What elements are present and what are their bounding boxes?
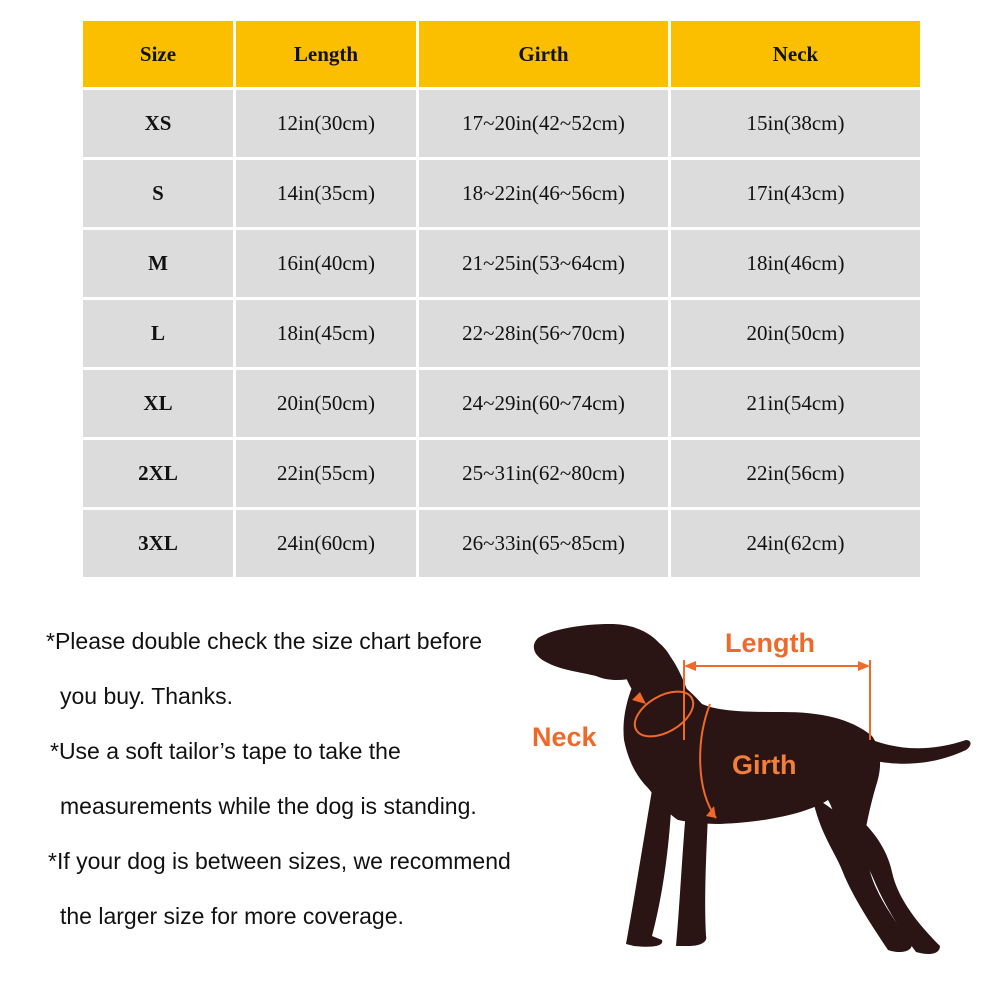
note-line: measurements while the dog is standing. <box>60 793 477 819</box>
neck-cell: 18in(46cm) <box>671 230 920 297</box>
size-cell: XS <box>83 90 233 157</box>
table-row <box>83 300 920 367</box>
length-cell: 14in(35cm) <box>236 160 416 227</box>
size-cell: XL <box>83 370 233 437</box>
girth-cell: 25~31in(62~80cm) <box>419 440 668 507</box>
neck-cell: 21in(54cm) <box>671 370 920 437</box>
neck-cell: 22in(56cm) <box>671 440 920 507</box>
header-size: Size <box>83 21 233 87</box>
dog-measurement-diagram <box>520 600 990 1000</box>
length-cell: 24in(60cm) <box>236 510 416 577</box>
length-cell: 20in(50cm) <box>236 370 416 437</box>
girth-cell: 18~22in(46~56cm) <box>419 160 668 227</box>
size-cell: 2XL <box>83 440 233 507</box>
neck-cell: 24in(62cm) <box>671 510 920 577</box>
girth-cell: 21~25in(53~64cm) <box>419 230 668 297</box>
girth-cell: 17~20in(42~52cm) <box>419 90 668 157</box>
neck-cell: 17in(43cm) <box>671 160 920 227</box>
length-cell: 12in(30cm) <box>236 90 416 157</box>
size-chart-table <box>80 18 923 580</box>
measurement-notes <box>46 614 566 944</box>
length-arrow-left <box>684 661 696 671</box>
girth-cell: 26~33in(65~85cm) <box>419 510 668 577</box>
length-cell: 22in(55cm) <box>236 440 416 507</box>
note-line: the larger size for more coverage. <box>60 903 404 929</box>
header-neck: Neck <box>671 21 920 87</box>
table-row <box>83 90 920 157</box>
length-cell: 18in(45cm) <box>236 300 416 367</box>
size-cell: 3XL <box>83 510 233 577</box>
length-label: Length <box>725 628 815 658</box>
neck-label: Neck <box>532 722 597 752</box>
size-cell: L <box>83 300 233 367</box>
neck-cell: 15in(38cm) <box>671 90 920 157</box>
table-row <box>83 370 920 437</box>
length-cell: 16in(40cm) <box>236 230 416 297</box>
header-girth: Girth <box>419 21 668 87</box>
length-arrow-right <box>858 661 870 671</box>
size-cell: M <box>83 230 233 297</box>
note-line: you buy. Thanks. <box>60 683 234 709</box>
table-row <box>83 230 920 297</box>
note-line: *If your dog is between sizes, we recommend <box>48 848 511 874</box>
dog-silhouette-illustration <box>520 600 990 1000</box>
neck-cell: 20in(50cm) <box>671 300 920 367</box>
table-row <box>83 510 920 577</box>
girth-cell: 24~29in(60~74cm) <box>419 370 668 437</box>
header-length: Length <box>236 21 416 87</box>
girth-label: Girth <box>732 750 797 780</box>
size-cell: S <box>83 160 233 227</box>
table-row <box>83 440 920 507</box>
dog-silhouette <box>534 624 971 954</box>
note-line: *Use a soft tailor’s tape to take the <box>50 738 401 764</box>
note-line: *Please double check the size chart before <box>46 628 482 654</box>
table-header-row <box>83 21 920 87</box>
girth-cell: 22~28in(56~70cm) <box>419 300 668 367</box>
table-row <box>83 160 920 227</box>
